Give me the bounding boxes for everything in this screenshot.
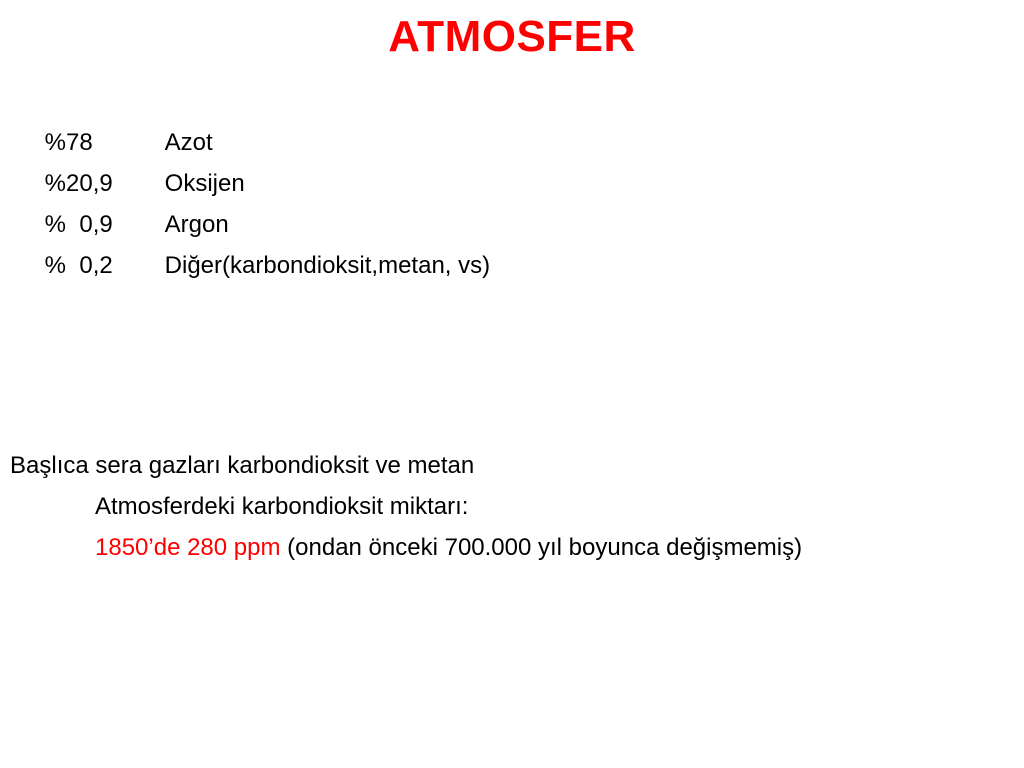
co2-line bbox=[95, 533, 802, 563]
composition-percent: % 0,2 bbox=[44, 252, 113, 279]
slide-title: ATMOSFER bbox=[388, 12, 636, 61]
composition-row-other bbox=[18, 221, 490, 311]
composition-gas: Oksijen bbox=[164, 170, 245, 197]
composition-percent: % 0,9 bbox=[44, 211, 113, 238]
composition-gas: Argon bbox=[164, 211, 229, 238]
greenhouse-heading: Başlıca sera gazları karbondioksit ve metan bbox=[10, 452, 475, 479]
co2-note: (ondan önceki 700.000 yıl boyunca değişmemiş) bbox=[280, 534, 803, 561]
composition-percent: %20,9 bbox=[44, 170, 113, 197]
composition-gas: Azot bbox=[164, 129, 213, 156]
composition-percent: %78 bbox=[44, 129, 93, 156]
composition-gas: Diğer(karbondioksit,metan, vs) bbox=[164, 252, 491, 279]
co2-label: Atmosferdeki karbondioksit miktarı: bbox=[95, 493, 469, 520]
co2-value: 1850’de 280 ppm bbox=[95, 534, 281, 561]
